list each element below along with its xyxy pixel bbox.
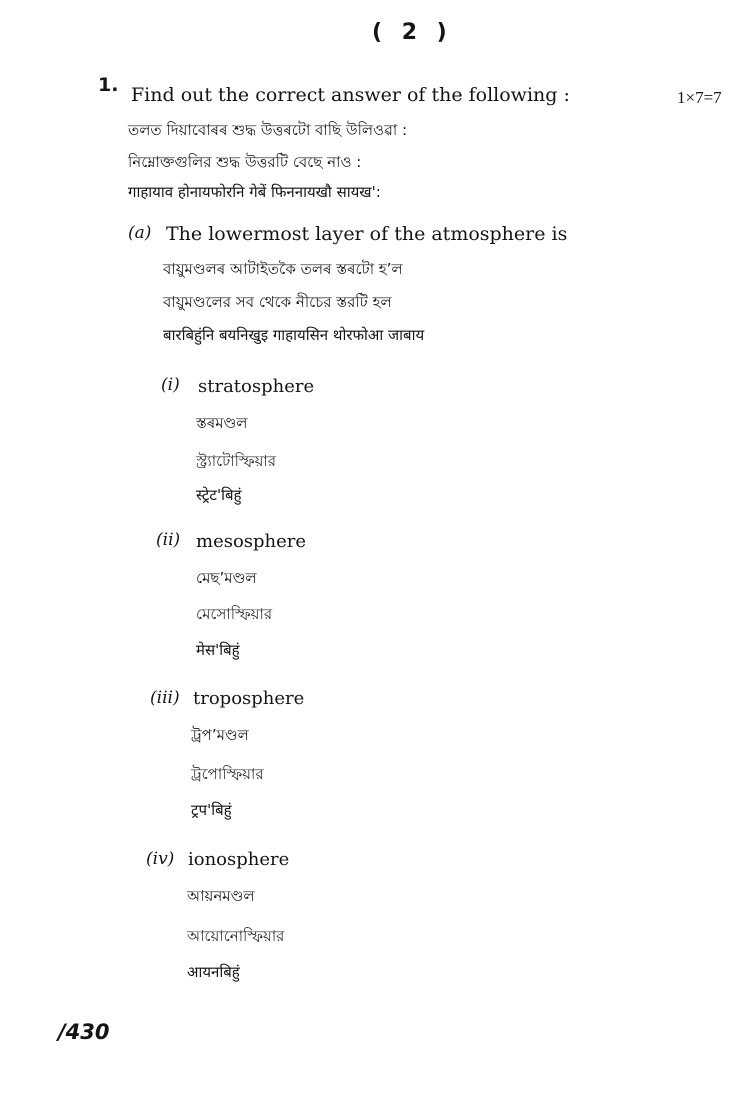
option-text-bengali: ট্রপোস্ফিয়ার — [191, 765, 264, 783]
sub-question-text-bengali: বায়ুমণ্ডলের সব থেকে নীচের স্তরটি হল — [163, 293, 392, 311]
option-text-english: stratosphere — [198, 376, 315, 397]
option-text-assamese: ট্ৰপ’মণ্ডল — [191, 726, 249, 744]
option-text-assamese: মেছ’মণ্ডল — [196, 569, 257, 587]
sub-question-text-assamese: বায়ুমণ্ডলৰ আটাইতকৈ তলৰ স্তৰটো হ’ল — [163, 260, 403, 278]
option-text-english: troposphere — [193, 688, 305, 709]
option-text-bodo: स्ट्रेट'बिहुं — [196, 486, 242, 504]
question-text-assamese: তলত দিয়াবোৰৰ শুদ্ধ উত্তৰটো বাছি উলিওৱা : — [128, 121, 408, 139]
paper-code: /430 — [58, 1020, 110, 1044]
option-text-bengali: আয়োনোস্ফিয়ার — [187, 927, 285, 945]
option-text-bodo: आयनबिहुं — [187, 963, 240, 981]
question-text-bodo: गाहायाव होनायफोरनि गेबें फिननायखौ सायख': — [128, 183, 381, 201]
sub-question-text-bodo: बारबिहुंनि बयनिखुइ गाहायसिन थोरफोआ जाबाय — [163, 326, 425, 344]
option-label: (ii) — [156, 530, 181, 550]
option-text-bengali: মেসোস্ফিয়ার — [196, 605, 273, 623]
question-text-english: Find out the correct answer of the following : — [131, 84, 570, 106]
option-label: (i) — [161, 375, 180, 395]
marks-allocation: 1×7=7 — [677, 88, 722, 107]
option-text-bodo: ट्रप'बिहुं — [191, 801, 232, 819]
option-text-bodo: मेस'बिहुं — [196, 641, 240, 659]
option-text-assamese: স্তৰমণ্ডল — [196, 414, 248, 432]
option-label: (iii) — [150, 688, 180, 708]
option-text-assamese: আয়নমণ্ডল — [187, 887, 255, 905]
sub-question-text-english: The lowermost layer of the atmosphere is — [166, 223, 568, 245]
question-number: 1. — [98, 74, 119, 96]
sub-question-label: (a) — [128, 223, 152, 243]
page-number: ( 2 ) — [372, 20, 453, 45]
option-text-english: mesosphere — [196, 531, 307, 552]
question-text-bengali: নিম্নোক্তগুলির শুদ্ধ উত্তরটি বেছে নাও : — [128, 153, 362, 171]
option-label: (iv) — [146, 849, 175, 869]
option-text-bengali: স্ট্র্যাটোস্ফিয়ার — [196, 452, 277, 470]
option-text-english: ionosphere — [188, 849, 290, 870]
